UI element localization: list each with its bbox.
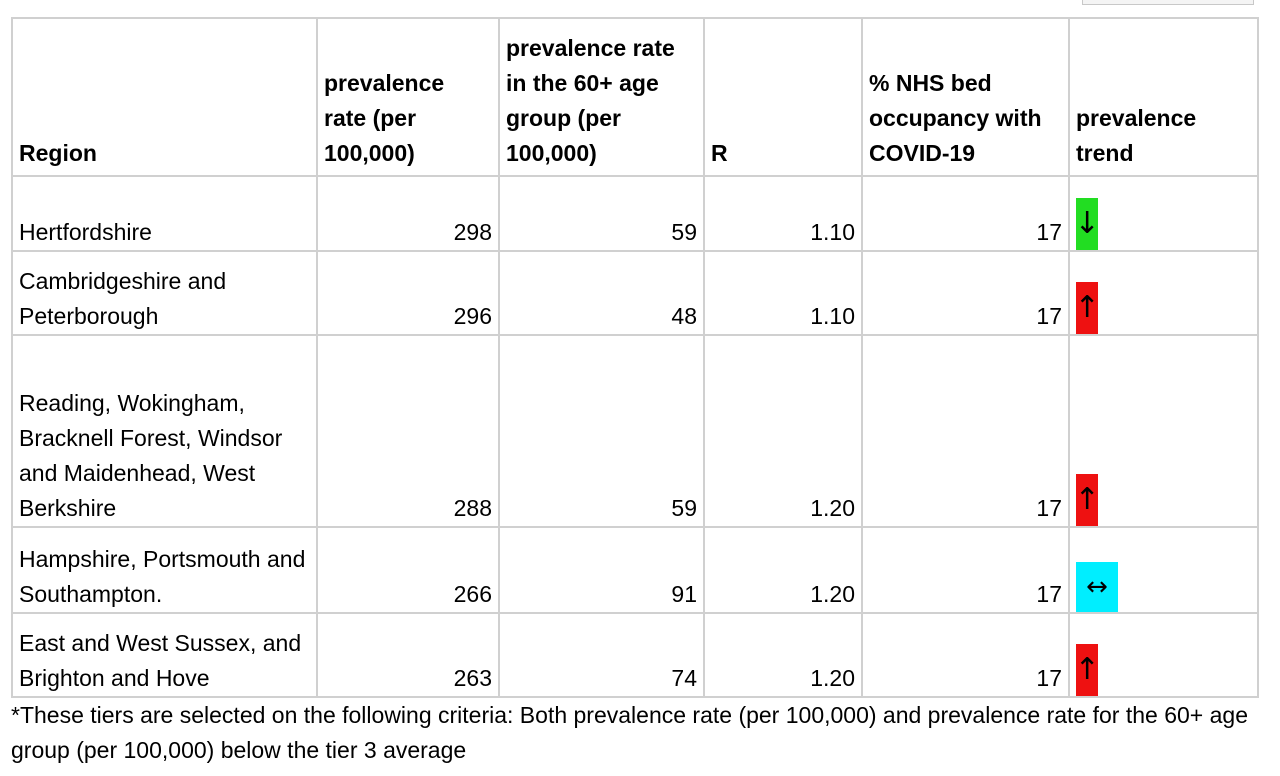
- r-cell: 1.10: [704, 176, 862, 251]
- corner-tab: [1082, 0, 1254, 5]
- trend-cell: [1069, 251, 1258, 335]
- region-cell: Hertfordshire: [12, 176, 317, 251]
- prevalence-rate-cell: 288: [317, 335, 499, 527]
- region-cell: East and West Sussex, and Brighton and Hove: [12, 613, 317, 697]
- prevalence-60-cell: 48: [499, 251, 704, 335]
- region-cell: Cambridgeshire and Peterborough: [12, 251, 317, 335]
- table-row: [12, 251, 1258, 335]
- header-region: Region: [12, 18, 317, 176]
- trend-cell: [1069, 335, 1258, 527]
- regions-table: [11, 17, 1259, 698]
- table-row: [12, 527, 1258, 613]
- bed-occupancy-cell: 17: [862, 527, 1069, 613]
- up-arrow-icon: ↑: [1076, 644, 1098, 696]
- header-prevalence-rate: prevalence rate (per 100,000): [317, 18, 499, 176]
- r-cell: 1.20: [704, 527, 862, 613]
- prevalence-60-cell: 91: [499, 527, 704, 613]
- down-arrow-icon: ↓: [1076, 198, 1098, 250]
- bed-occupancy-cell: 17: [862, 335, 1069, 527]
- left-right-arrow-icon: ↔: [1076, 562, 1118, 612]
- region-cell: Hampshire, Portsmouth and Southampton.: [12, 527, 317, 613]
- header-r: R: [704, 18, 862, 176]
- prevalence-rate-cell: 296: [317, 251, 499, 335]
- prevalence-rate-cell: 298: [317, 176, 499, 251]
- table-row: [12, 613, 1258, 697]
- prevalence-60-cell: 59: [499, 176, 704, 251]
- prevalence-rate-cell: 263: [317, 613, 499, 697]
- up-arrow-icon: ↑: [1076, 282, 1098, 334]
- trend-cell: [1069, 176, 1258, 251]
- region-cell: Reading, Wokingham, Bracknell Forest, Windsor and Maidenhead, West Berkshire: [12, 335, 317, 527]
- header-bed-occupancy: % NHS bed occupancy with COVID-19: [862, 18, 1069, 176]
- trend-cell: [1069, 527, 1258, 613]
- r-cell: 1.10: [704, 251, 862, 335]
- prevalence-60-cell: 59: [499, 335, 704, 527]
- table-header-row: [12, 18, 1258, 176]
- prevalence-rate-cell: 266: [317, 527, 499, 613]
- table-row: [12, 176, 1258, 251]
- footnote: *These tiers are selected on the following criteria: Both prevalence rate (per 100,000) and prevalence rate for the 60+ age group (per 100,000) below the tier 3 average: [11, 702, 1248, 763]
- header-trend: prevalence trend: [1069, 18, 1258, 176]
- header-prevalence-60: prevalence rate in the 60+ age group (per 100,000): [499, 18, 704, 176]
- prevalence-60-cell: 74: [499, 613, 704, 697]
- bed-occupancy-cell: 17: [862, 176, 1069, 251]
- trend-cell: [1069, 613, 1258, 697]
- up-arrow-icon: ↑: [1076, 474, 1098, 526]
- bed-occupancy-cell: 17: [862, 251, 1069, 335]
- table-row: [12, 335, 1258, 527]
- r-cell: 1.20: [704, 613, 862, 697]
- r-cell: 1.20: [704, 335, 862, 527]
- bed-occupancy-cell: 17: [862, 613, 1069, 697]
